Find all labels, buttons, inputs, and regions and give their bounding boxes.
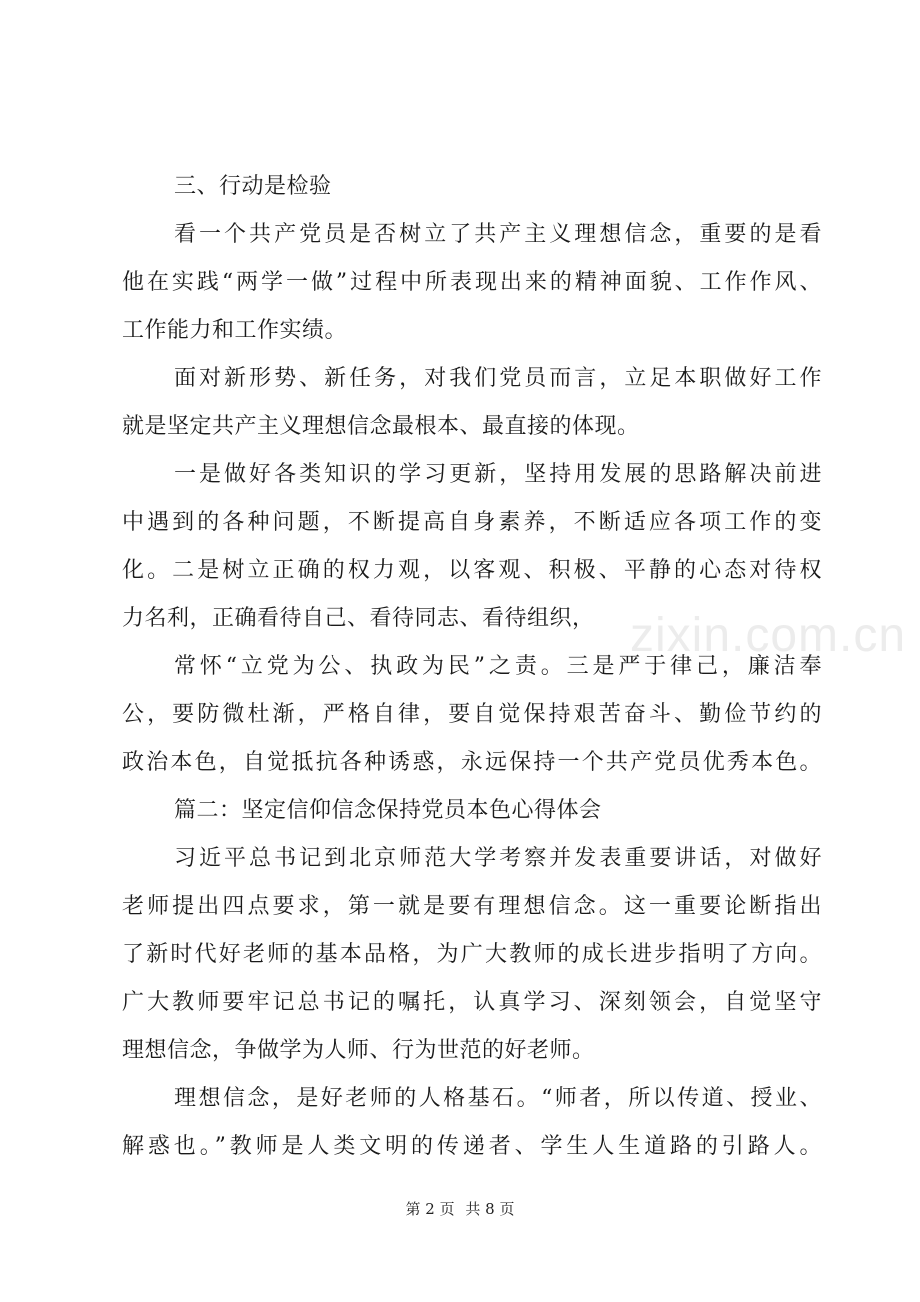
document-body bbox=[122, 163, 822, 1171]
paragraph-line: 理想信念，是好老师的人格基石。“师者，所以传道、授业、 bbox=[174, 1086, 822, 1111]
watermark: zixin.com.cn bbox=[630, 609, 907, 662]
paragraph-line: 他在实践“两学一做”过程中所表现出来的精神面貌、工作作风、 bbox=[122, 270, 822, 295]
paragraph-line: 政治本色，自觉抵抗各种诱惑，永远保持一个共产党员优秀本色。 bbox=[122, 750, 822, 775]
paragraph-line: 一是做好各类知识的学习更新，坚持用发展的思路解决前进 bbox=[174, 462, 822, 487]
paragraph-line: 常怀“立党为公、执政为民”之责。三是严于律己，廉洁奉 bbox=[174, 654, 822, 679]
paragraph-line: 老师提出四点要求，第一就是要有理想信念。这一重要论断指出 bbox=[122, 894, 822, 919]
paragraph-line: 公，要防微杜渐，严格自律，要自觉保持艰苦奋斗、勤俭节约的 bbox=[122, 702, 822, 727]
paragraph-line: 习近平总书记到北京师范大学考察并发表重要讲话，对做好 bbox=[174, 846, 822, 871]
paragraph-line: 了新时代好老师的基本品格，为广大教师的成长进步指明了方向。 bbox=[122, 942, 822, 967]
page-footer bbox=[0, 1198, 920, 1219]
paragraph-line: 理想信念，争做学为人师、行为世范的好老师。 bbox=[122, 1038, 595, 1063]
paragraph-line: 中遇到的各种问题，不断提高自身素养，不断适应各项工作的变 bbox=[122, 510, 822, 535]
paragraph-line: 就是坚定共产主义理想信念最根本、最直接的体现。 bbox=[122, 414, 640, 439]
page-total: 共 8 页 bbox=[465, 1200, 515, 1218]
paragraph-line: 化。二是树立正确的权力观，以客观、积极、平静的心态对待权 bbox=[122, 558, 822, 583]
paragraph-line: 力名利，正确看待自己、看待同志、看待组织， bbox=[122, 606, 595, 631]
paragraph-line: 广大教师要牢记总书记的嘱托，认真学习、深刻领会，自觉坚守 bbox=[122, 990, 822, 1015]
paragraph-line: 工作能力和工作实绩。 bbox=[122, 318, 348, 343]
paragraph-line: 看一个共产党员是否树立了共产主义理想信念，重要的是看 bbox=[174, 222, 822, 247]
paragraph-line: 解惑也。”教师是人类文明的传递者、学生人生道路的引路人。 bbox=[122, 1134, 822, 1159]
section-heading: 三、行动是检验 bbox=[174, 174, 332, 199]
page-number: 第 2 页 bbox=[405, 1200, 455, 1218]
paragraph-line: 面对新形势、新任务，对我们党员而言，立足本职做好工作 bbox=[174, 366, 822, 391]
section-heading: 篇二：坚定信仰信念保持党员本色心得体会 bbox=[174, 798, 602, 823]
